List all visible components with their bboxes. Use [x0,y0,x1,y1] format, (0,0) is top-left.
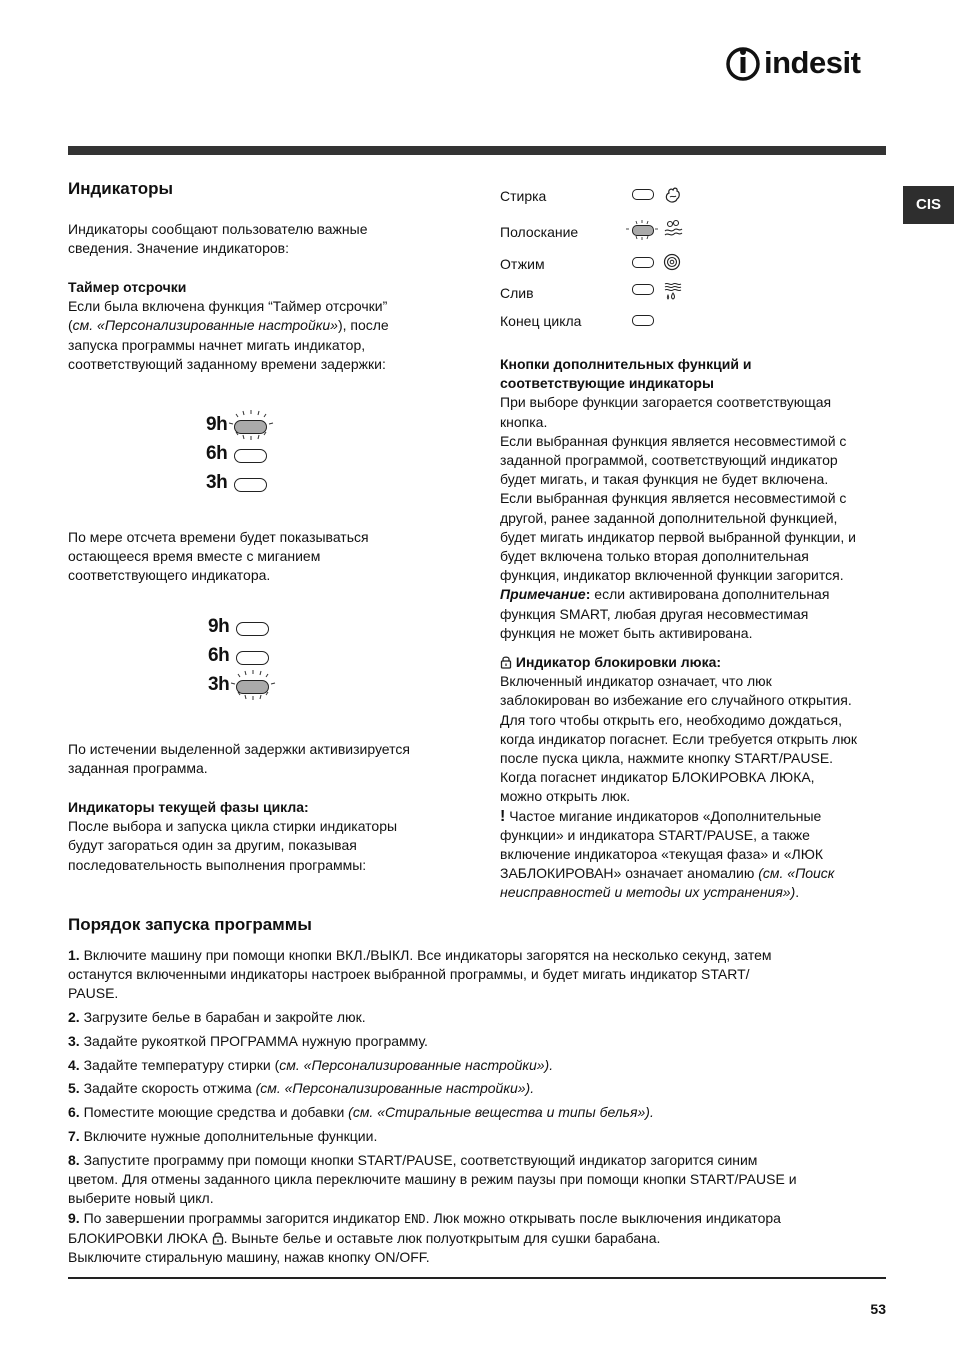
phase-end: Конец цикла [500,313,700,335]
timer-row-6h: 6h [208,645,298,669]
spin-icon [663,253,683,273]
padlock-icon [212,1231,224,1245]
step-4: 4. Задайте температуру стирки (см. «Персонализированные настройки»). [68,1057,554,1073]
note-label: Примечание [500,586,586,603]
timer-indicator-9h [236,622,269,636]
phase-indicator [632,315,654,326]
delay-timer-indicators-3h-blinking [208,616,298,706]
end-indicator-label: END [403,1212,426,1226]
logo-i-icon [726,40,762,86]
delay-timer-indicators-9h-blinking [206,414,296,504]
step-3: 3. Задайте рукояткой ПРОГРАММА нужную программу. [68,1033,428,1049]
indicators-intro: Индикаторы сообщают пользователю важные сведения. Значение индикаторов: [68,221,368,257]
padlock-icon [500,655,512,669]
language-tab[interactable]: CIS [903,186,954,224]
section-title-indicators: Индикаторы [68,179,174,198]
timer-indicator-6h [236,651,269,665]
timer-row-3h: 3h [208,674,298,698]
step-6: 6. Поместите моющие средства и добавки (см. «Стиральные вещества и типы белья»). [68,1104,654,1120]
delay-timer-title: Таймер отсрочки [68,279,187,295]
header-rule [68,146,886,155]
step-1: 1. Включите машину при помощи кнопки ВКЛ./ВЫКЛ. Все индикаторы загорятся на несколько секунд, затем останутся включенными индикаторы настроек выбранной программы, и будет мигать индикатор START/ PAUSE. [68,947,772,1002]
step-9: 9. По завершении программы загорится индикатор END. Люк можно открывать после выключения индикатора БЛОКИРОВКИ ЛЮКА . Выньте белье и оставьте люк полуоткрытым для сушки барабана. Выключите стиральную машину, нажав кнопку ON/OFF. [68,1210,781,1266]
phase-drain: Слив [500,285,700,307]
phase-indicator [632,225,654,236]
phase-indicator [632,189,654,200]
timer-row-9h: 9h [208,616,298,640]
timer-indicator-3h [236,680,269,694]
timer-row-9h: 9h [206,414,296,438]
after-delay-text: По истечении выделенной задержки активизируется заданная программа. [68,741,410,777]
phase-indicators-title: Индикаторы текущей фазы цикла: [68,799,309,815]
step-5: 5. Задайте скорость отжима (см. «Персонализированные настройки»). [68,1080,535,1096]
step-7: 7. Включите нужные дополнительные функции. [68,1128,378,1144]
step-8: 8. Запустите программу при помощи кнопки START/PAUSE, соответствующий индикатор загорится синим цветом. Для отмены заданного цикла переключите машину в режим паузы при помощи кнопки START/PAUSE и выберите новый цикл. [68,1152,797,1207]
countdown-text: По мере отсчета времени будет показываться остающееся время вместе с миганием соответствующего индикатора. [68,529,369,584]
page-number: 53 [870,1301,886,1317]
brand-name: indesit [764,45,861,80]
indesit-logo [726,40,886,86]
section-title-start: Порядок запуска программы [68,915,312,934]
timer-indicator-9h [234,420,267,434]
phase-spin: Отжим [500,256,700,278]
timer-row-6h: 6h [206,443,296,467]
timer-indicator-3h [234,478,267,492]
phase-indicators-block: Индикаторы текущей фазы цикла: После выбора и запуска цикла стирки индикаторы будут загораться один за другим, показывая последовательность выполнения программы: [68,799,398,873]
phase-indicator [632,257,654,268]
phase-rinse: Полоскание [500,224,700,246]
timer-indicator-6h [234,449,267,463]
warning-icon: ! [500,807,506,825]
door-lock-title: Индикатор блокировки люка: [515,654,722,670]
timer-row-3h: 3h [206,472,296,496]
option-buttons-title: Кнопки дополнительных функций и [500,356,752,372]
door-lock-block: Индикатор блокировки люка: Включенный индикатор означает, что люк заблокирован во избежание его случайного открытия. Для того чтобы открыть его, необходимо дождаться, когда индикатор погаснет. Если требуется открыть люк после пуска цикла, нажмите кнопку START/PAUSE. Когда погаснет индикатор БЛОКИРОВКА ЛЮКА, можно открыть люк. ! Частое мигание индикаторов «Дополнительные функции» и индикатора START/PAUSE, а также включение индикатороа «текущая фаза» и «ЛЮК ЗАБЛОКИРОВАН» означает аномалию (см. «Поиск неисправностей и методы их устранения»). [500,654,857,901]
wash-icon [663,184,683,204]
step-2: 2. Загрузите белье в барабан и закройте люк. [68,1009,366,1025]
rinse-icon [663,219,683,239]
phase-wash: Стирка [500,188,700,210]
drain-icon [663,281,683,301]
delay-timer-block: Таймер отсрочки Если была включена функция “Таймер отсрочки” (см. «Персонализированные настройки»), после запуска программы начнет мигать индикатор, соответствующий заданному времени задержки: [68,279,389,372]
footer-rule [68,1277,886,1279]
phase-indicator [632,284,654,295]
option-buttons-block: Кнопки дополнительных функций и соответствующие индикаторы При выборе функции загорается соответствующая кнопка. Если выбранная функция является несовместимой с заданной программой, соответствующий индикатор будет мигать, и такая функция не будет включена. Если выбранная функция является несовместимой с другой, ранее заданной дополнительной функцией, будет мигать индикатор первой выбранной функции, и будет включена только вторая дополнительная функция, индикатор включенной функции загорится. Примечание: если активирована дополнительная функция SMART, любая другая несовместимая функция не может быть активирована. [500,356,856,641]
